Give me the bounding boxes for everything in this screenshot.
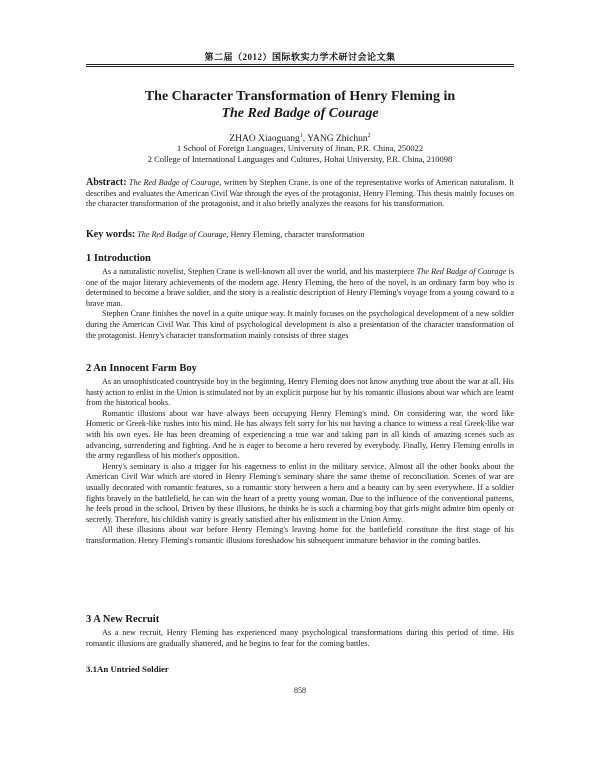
paper-title: [0, 88, 600, 122]
section-new-recruit-body: [86, 628, 514, 649]
header-rule-thin: [86, 66, 514, 67]
abstract-text: , written by Stephen Crane, is one of the representative works of American naturalism. It describes and evaluates the American Civil War through the eyes of the protagonist, Henry Fleming. This thesis mainly focuses on the character transformation of the protagonist, and it also briefly analyzes the reasons for his transformation.: [86, 178, 515, 209]
new-recruit-paragraph-1: As a new recruit, Henry Fleming has experienced many psychological transformations during this period of time. His romantic illusions are gradually shattered, and he begins to fear for the coming battles.: [86, 628, 514, 648]
author-2: YANG Zhichun: [307, 134, 368, 145]
intro-paragraph-1: As a naturalistic novelist, Stephen Crane is well-known all over the world, and his masterpiece The Red Badge of Courage is one of the major literary achievements of the modern age. Henry Fleming, the hero of the novel, is an ordinary farm boy who is determined to become a brave soldier, and the story is a realistic description of Henry Fleming's voyage from a young coward to a brave man.: [86, 267, 515, 308]
intro-book-title: The Red Badge of Courage: [416, 267, 507, 276]
subsection-heading-untried-soldier: 3.1An Untried Soldier: [86, 664, 169, 674]
running-head: 第二届（2012）国际软实力学术研讨会论文集: [204, 52, 396, 62]
keywords-book-title: The Red Badge of Courage: [137, 230, 227, 239]
farm-boy-paragraph-1: As an unsophisticated countryside boy in the beginning, Henry Fleming does not know anything true about the war at all. His hasty action to enlist in the Union is stimulated not by an explicit purpose but by his romantic illusions about war which are learnt from the historical books.: [86, 377, 514, 408]
abstract-book-title: The Red Badge of Courage: [128, 178, 220, 187]
author-1-affil: 1: [299, 133, 303, 139]
page-number: 858: [294, 686, 306, 695]
title-line-1: The Character Transformation of Henry Fleming in: [144, 89, 456, 104]
intro-paragraph-2: Stephen Crane finishes the novel in a quite unique way. It mainly focuses on the psychological development of a new soldier during the American Civil War. This kind of psychological development is also a presentation of the character transformation of the protagonist. Henry's character transformation mainly consists of three stages: [86, 309, 514, 340]
author-1: ZHAO Xiaoguang: [229, 134, 300, 145]
section-heading-new-recruit: 3 A New Recruit: [86, 614, 160, 625]
author-separator: ,: [302, 134, 308, 145]
header-rule: [86, 64, 514, 65]
section-heading-introduction: 1 Introduction: [86, 253, 151, 264]
keywords: [86, 230, 514, 241]
author-2-affil: 2: [367, 133, 371, 139]
abstract: [86, 178, 514, 210]
section-farm-boy-body: [86, 377, 514, 547]
affiliation-2: 2 College of International Languages and Cultures, Hohai University, P.R. China, 210098: [147, 154, 453, 164]
farm-boy-paragraph-3: Henry's seminary is also a trigger for his eagerness to enlist in the military service. Almost all the other books about the American Civil War which are stored in Henry Fleming's seminary share the same theme of reconciliation. Scenes of war are usually decorated with romantic features, so a romantic story between a hero and a beauty can by seen everywhere. If a soldier fights bravely in the battlefield, he can win the heart of a pretty young woman. Due to the influence of the conventional patterns, he feels proud in the school. Driven by these illusions, he thinks he is such a charming boy that girls might admire him openly or secretly. Therefore, his childish vanity is greatly satisfied after his enlistment in the Union Army.: [86, 461, 514, 524]
section-introduction-body: [86, 267, 514, 341]
abstract-label: Abstract:: [86, 177, 127, 188]
keywords-label: Key words:: [86, 229, 136, 240]
farm-boy-paragraph-2: Romantic illusions about war have always been occupying Henry Fleming's mind. On considering war, the word like Homeric or Greek-like rushes into his mind. He has always felt sorry for his not having a chance to witness a real Greek-like war with his own eyes. He has been dreaming of experiencing a true war and taking part in all kinds of amazing scenes such as advancing, surrendering and fighting. And he is eager to become a hero revered by everybody. Finally, Henry Fleming enrolls in the army regardless of his mother's opposition.: [86, 408, 514, 461]
title-line-2: The Red Badge of Courage: [221, 106, 379, 121]
farm-boy-paragraph-4: All these illusions about war before Henry Fleming's leaving home for the battlefield constitute the first stage of his transformation. Henry Fleming's romantic illusions foreshadow his subsequent immature behavior in the coming battles.: [86, 525, 514, 545]
section-heading-farm-boy: 2 An Innocent Farm Boy: [86, 363, 197, 374]
keywords-text: , Henry Fleming, character transformation: [226, 230, 365, 239]
affiliation-1: 1 School of Foreign Languages, University of Jinan, P.R. China, 250022: [176, 143, 424, 153]
